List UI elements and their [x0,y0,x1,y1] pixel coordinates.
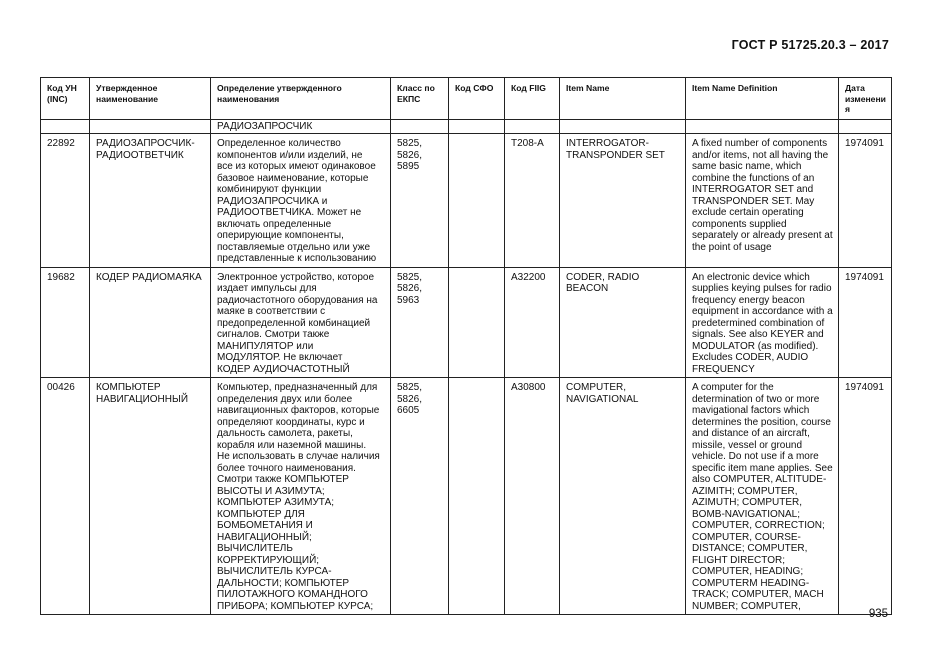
col-header-fiig-code: Код FIIG [505,78,560,120]
cell-fiig-code: T208-A [505,134,560,268]
table-header-row [41,78,892,120]
col-header-item-definition: Item Name Definition [686,78,839,120]
cell-date: 1974091 [839,267,892,378]
cell-approved-name: КОДЕР РАДИОМАЯКА [90,267,211,378]
cell-item-name: INTERROGATOR- TRANSPONDER SET [560,134,686,268]
cell-ekps-class: 5825, 5826, 6605 [391,378,449,615]
document-standard-header: ГОСТ Р 51725.20.3 – 2017 [731,38,889,52]
cell-definition: Определенное количество компонентов и/или изделий, не все из которых имеют одинаковое базовое наименование, которые комбинируют функции РАДИОЗАПРОСЧИКА и РАДИООТВЕТЧИКА. Может не включать определенные оперирующие компоненты, поставляемые отдельно или уже представленные к использованию [211,134,391,268]
cell-item-definition: A fixed number of components and/or items, not all having the same basic name, which combine the functions of an INTERROGATOR SET and TRANSPONDER SET. May exclude certain operating components supplied separately or already present at the point of usage [686,134,839,268]
cell-ekps-class: 5825, 5826, 5895 [391,134,449,268]
cell-item-definition: A computer for the determination of two or more mavigational factors which determines the position, course and distance of an aircraft, missile, vessel or ground vehicle. Do not use if a more specific item mane applies. See also COMPUTER, ALTITUDE- AZIMITH; COMPUTER, AZIMUTH; COMPUTER, BOMB-NAVIGATIONAL; COMPUTER, CORRECTION; COMPUTER, COURSE- DISTANCE; COMPUTER, FLIGHT DIRECTOR; COMPUTER, HEADING; COMPUTERM HEADING- TRACK; COMPUTER, MACH NUMBER; COMPUTER, [686,378,839,615]
col-header-sfo-code: Код СФО [449,78,505,120]
cell-fiig-code: A32200 [505,267,560,378]
col-header-approved-name: Утвержденное наименование [90,78,211,120]
table-row [41,267,892,378]
col-header-inc: Код УН (INC) [41,78,90,120]
table-continuation-row [41,119,892,134]
cell-inc: 00426 [41,378,90,615]
cell-item-name: COMPUTER, NAVIGATIONAL [560,378,686,615]
continuation-definition: РАДИОЗАПРОСЧИК [211,119,391,134]
cell-sfo-code [449,134,505,268]
cell-ekps-class: 5825, 5826, 5963 [391,267,449,378]
cell-inc: 22892 [41,134,90,268]
catalog-table [40,77,892,615]
col-header-item-name: Item Name [560,78,686,120]
page-number: 935 [868,608,888,620]
cell-fiig-code: A30800 [505,378,560,615]
cell-date: 1974091 [839,378,892,615]
cell-item-name: CODER, RADIO BEACON [560,267,686,378]
col-header-definition: Определение утвержденного наименования [211,78,391,120]
table-row [41,134,892,268]
cell-definition: Электронное устройство, которое издает импульсы для радиочастотного оборудования на маяке в соответствии с предопределенной комбинацией сигналов. Смотри также МАНИПУЛЯТОР или МОДУЛЯТОР. Не включает КОДЕР АУДИОЧАСТОТНЫЙ [211,267,391,378]
cell-sfo-code [449,267,505,378]
col-header-date: Дата изменения [839,78,892,120]
cell-item-definition: An electronic device which supplies keying pulses for radio frequency energy beacon equipment in accordance with a predetermined combination of signals. See also KEYER and MODULATOR (as modified). Excludes CODER, AUDIO FREQUENCY [686,267,839,378]
col-header-ekps-class: Класс по ЕКПС [391,78,449,120]
cell-sfo-code [449,378,505,615]
table-row [41,378,892,615]
cell-approved-name: РАДИОЗАПРОСЧИК- РАДИООТВЕТЧИК [90,134,211,268]
cell-date: 1974091 [839,134,892,268]
cell-inc: 19682 [41,267,90,378]
cell-definition: Компьютер, предназначенный для определения двух или более навигационных факторов, которые определяют координаты, курс и дальность самолета, ракеты, корабля или наземной машины. Не использовать в случае наличия более точного наименования. Смотри также КОМПЬЮТЕР ВЫСОТЫ И АЗИМУТА; КОМПЬЮТЕР АЗИМУТА; КОМПЬЮТЕР ДЛЯ БОМБОМЕТАНИЯ И НАВИГАЦИОННЫЙ; ВЫЧИСЛИТЕЛЬ КОРРЕКТИРУЮЩИЙ; ВЫЧИСЛИТЕЛЬ КУРСА- ДАЛЬНОСТИ; КОМПЬЮТЕР ПИЛОТАЖНОГО КОМАНДНОГО ПРИБОРА; КОМПЬЮТЕР КУРСА; [211,378,391,615]
cell-approved-name: КОМПЬЮТЕР НАВИГАЦИОННЫЙ [90,378,211,615]
